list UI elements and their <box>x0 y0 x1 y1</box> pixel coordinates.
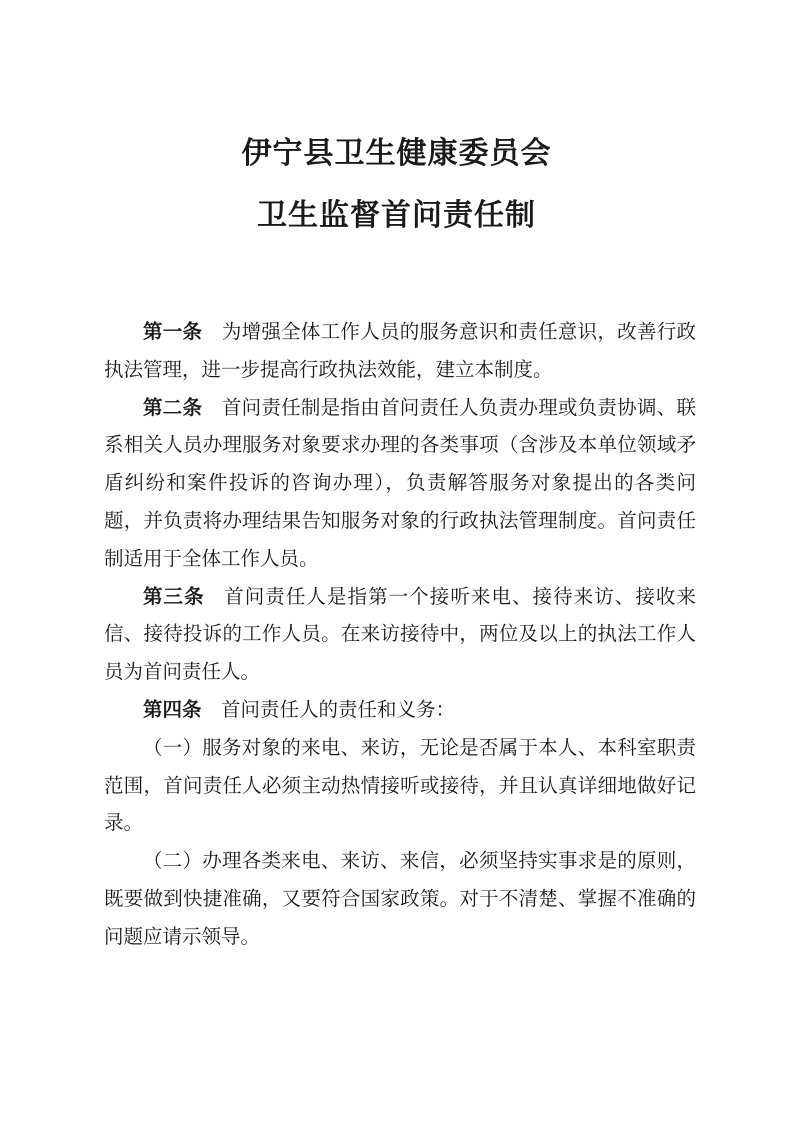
article-1 <box>104 313 696 389</box>
article-1-label: 第一条 <box>143 320 203 343</box>
clause-1: （一）服务对象的来电、来访，无论是否属于本人、本科室职责范围，首问责任人必须主动热情接听或接待，并且认真详细地做好记录。 <box>104 735 696 835</box>
document-body <box>104 313 696 956</box>
article-2-label: 第二条 <box>143 395 203 419</box>
document-title-regulation: 卫生监督首问责任制 <box>257 198 536 233</box>
article-4-text: 首问责任人的责任和义务： <box>221 697 456 721</box>
article-4 <box>104 691 696 729</box>
article-3-text: 首问责任人是指第一个接听来电、接待来访、接收来信、接待投诉的工作人员。在来访接待中，两位及以上的执法工作人员为首问责任人。 <box>104 584 696 684</box>
article-3 <box>104 578 696 691</box>
article-3-label: 第三条 <box>143 584 205 608</box>
article-1-text: 为增强全体工作人员的服务意识和责任意识，改善行政执法管理，进一步提高行政执法效能，建立本制度。 <box>104 320 696 381</box>
article-4-label: 第四条 <box>143 697 202 721</box>
clause-2: （二）办理各类来电、来访、来信，必须坚持实事求是的原则，既要做到快捷准确，又要符合国家政策。对于不清楚、掌握不准确的问题应请示领导。 <box>104 849 696 948</box>
article-2-text: 首问责任制是指由首问责任人负责办理或负责协调、联系相关人员办理服务对象要求办理的各类事项（含涉及本单位领域矛盾纠纷和案件投诉的咨询办理），负责解答服务对象提出的各类问题，并负责将办理结果告知服务对象的行政执法管理制度。首问责任制适用于全体工作人员。 <box>104 395 696 570</box>
article-2 <box>104 389 696 578</box>
document-title-organization: 伊宁县卫生健康委员会 <box>241 136 552 171</box>
